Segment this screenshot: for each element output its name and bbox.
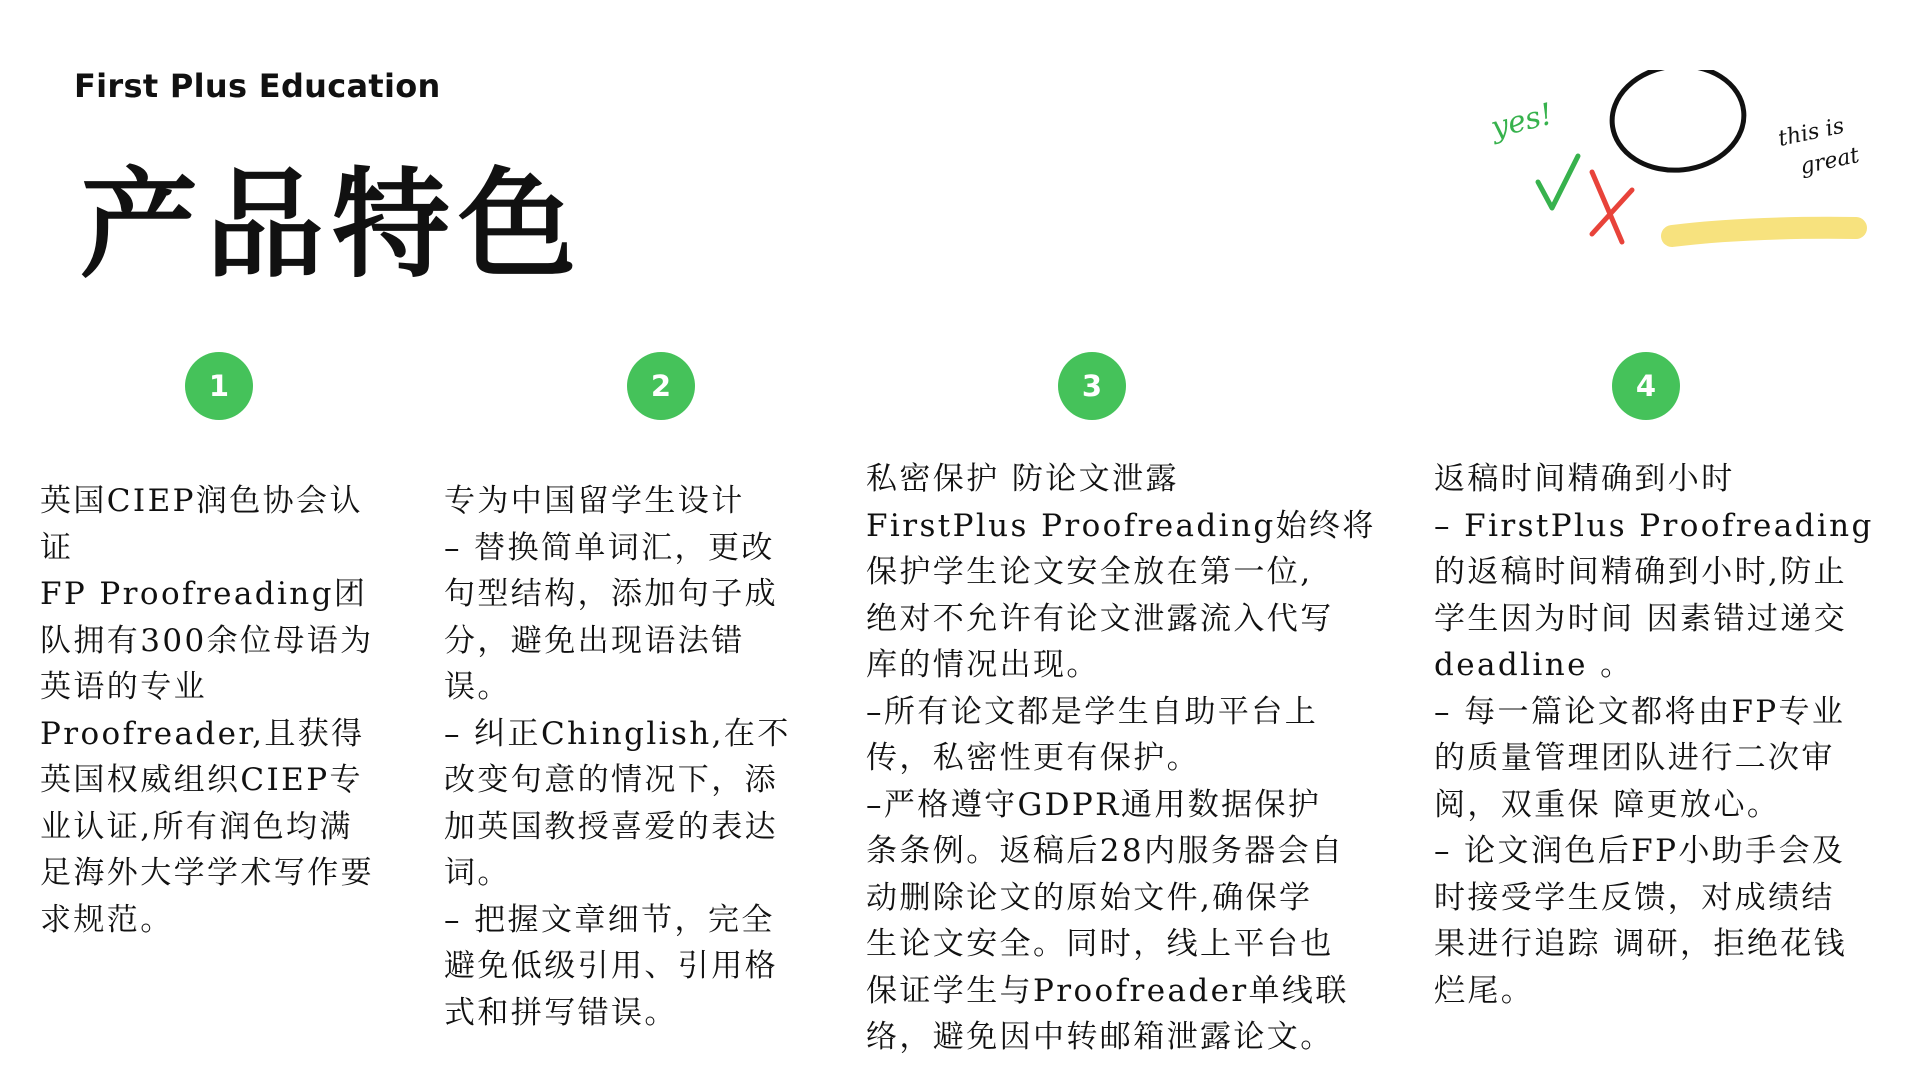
text-line: Proofreader,且获得	[40, 715, 365, 752]
text-line: 生论文安全。同时，线上平台也	[866, 926, 1334, 962]
text-line: 果进行追踪 调研，拒绝花钱	[1434, 926, 1848, 962]
feature-3-description	[866, 456, 1386, 1061]
text-line: 分，避免出现语法错	[444, 622, 745, 659]
text-line: –所有论文都是学生自助平台上	[866, 693, 1319, 730]
highlight-stroke	[1672, 228, 1856, 236]
text-line: 英语的专业	[40, 669, 207, 705]
text-line: 学生因为时间 因素错过递交	[1434, 600, 1848, 637]
text-line: – FirstPlus Proofreading	[1434, 507, 1874, 544]
text-line: 句型结构，添加句子成	[444, 576, 778, 612]
cross-icon	[1592, 172, 1632, 242]
feature-1-description	[40, 478, 420, 943]
yes-note: yes!	[1487, 96, 1557, 146]
feature-4-number-badge: 4	[1612, 352, 1680, 420]
text-line: 误。	[444, 669, 511, 705]
text-line: 英国CIEP润色协会认	[40, 483, 363, 519]
decorative-doodles	[1480, 70, 1880, 270]
text-line: FirstPlus Proofreading始终将	[866, 507, 1376, 544]
text-line: 时接受学生反馈，对成绩结	[1434, 879, 1835, 916]
text-line: 业认证,所有润色均满	[40, 808, 353, 845]
text-line: 的返稿时间精确到小时,防止	[1434, 554, 1848, 590]
text-line: – 把握文章细节，完全	[444, 901, 775, 938]
text-line: 动删除论文的原始文件,确保学	[866, 879, 1313, 916]
text-line: – 每一篇论文都将由FP专业	[1434, 693, 1846, 730]
text-line: 烂尾。	[1434, 972, 1535, 1009]
text-line: 条条例。返稿后28内服务器会自	[866, 833, 1345, 869]
text-line: 证	[40, 529, 74, 566]
text-line: 词。	[444, 855, 511, 891]
text-line: 绝对不允许有论文泄露流入代写	[866, 600, 1334, 637]
feature-3-number-badge: 3	[1058, 352, 1126, 420]
text-line: – 论文润色后FP小助手会及	[1434, 833, 1846, 869]
text-line: 英国权威组织CIEP专	[40, 762, 363, 798]
text-line: 阅，双重保 障更放心。	[1434, 786, 1781, 823]
text-line: 足海外大学学术写作要	[40, 855, 374, 891]
page-title: 产品特色	[80, 155, 585, 294]
feature-2-number-badge: 2	[627, 352, 695, 420]
check-icon	[1538, 156, 1578, 208]
great-note-line2: great	[1798, 143, 1862, 180]
text-line: 的质量管理团队进行二次审	[1434, 740, 1835, 776]
feature-4-description	[1434, 456, 1904, 1014]
text-line: 库的情况出现。	[866, 647, 1100, 683]
text-line: 队拥有300余位母语为	[40, 622, 374, 659]
text-line: –严格遵守GDPR通用数据保护	[866, 786, 1322, 823]
text-line: 避免低级引用、引用格	[444, 948, 778, 984]
text-line: FP Proofreading团	[40, 576, 368, 612]
brand-name: First Plus Education	[74, 67, 441, 105]
text-line: 保护学生论文安全放在第一位,	[866, 554, 1313, 590]
text-line: – 替换简单词汇，更改	[444, 529, 775, 566]
text-line: 求规范。	[40, 901, 174, 938]
text-line: 传，私密性更有保护。	[866, 740, 1200, 776]
circle-icon	[1607, 70, 1749, 177]
text-line: 返稿时间精确到小时	[1434, 461, 1735, 497]
text-line: 保证学生与Proofreader单线联	[866, 972, 1349, 1009]
text-line: 加英国教授喜爱的表达	[444, 808, 778, 845]
text-line: – 纠正Chinglish,在不	[444, 715, 791, 752]
text-line: 络，避免因中转邮箱泄露论文。	[866, 1019, 1334, 1055]
text-line: 专为中国留学生设计	[444, 483, 745, 519]
great-note-line1: this is	[1776, 113, 1847, 152]
feature-2-description	[444, 478, 830, 1036]
text-line: 式和拼写错误。	[444, 994, 678, 1031]
text-line: 改变句意的情况下，添	[444, 762, 778, 798]
feature-1-number-badge: 1	[185, 352, 253, 420]
text-line: 私密保护 防论文泄露	[866, 461, 1179, 497]
text-line: deadline 。	[1434, 647, 1634, 683]
